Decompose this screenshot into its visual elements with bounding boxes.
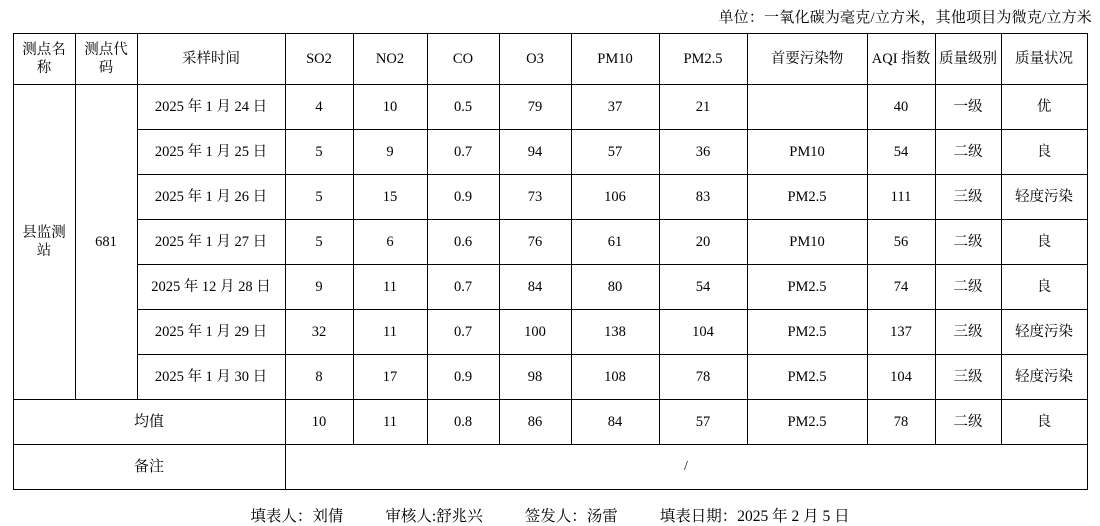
table-header-row bbox=[13, 34, 1087, 85]
cell-quality-status: 良 bbox=[1001, 265, 1087, 310]
cell-quality-status: 轻度污染 bbox=[1001, 355, 1087, 400]
footer-preparer: 填表人：刘倩 bbox=[250, 508, 344, 525]
cell-major-pollutant: PM2.5 bbox=[747, 355, 867, 400]
cell-co: 0.6 bbox=[427, 220, 499, 265]
cell-o3: 98 bbox=[499, 355, 571, 400]
cell-pm25: 36 bbox=[659, 130, 747, 175]
cell-quality-status: 良 bbox=[1001, 220, 1087, 265]
average-row bbox=[13, 400, 1087, 445]
cell-sampling-time: 2025 年 1 月 29 日 bbox=[137, 310, 285, 355]
table-row bbox=[13, 175, 1087, 220]
column-header-so2: SO2 bbox=[285, 34, 353, 85]
remark-value: / bbox=[285, 445, 1087, 490]
cell-pm10: 138 bbox=[571, 310, 659, 355]
cell-pm25: 78 bbox=[659, 355, 747, 400]
cell-station-code: 681 bbox=[75, 85, 137, 400]
cell-quality-level: 二级 bbox=[935, 130, 1001, 175]
air-quality-table bbox=[13, 33, 1088, 490]
average-so2: 10 bbox=[285, 400, 353, 445]
column-header-co: CO bbox=[427, 34, 499, 85]
cell-quality-level: 三级 bbox=[935, 310, 1001, 355]
cell-major-pollutant: PM2.5 bbox=[747, 175, 867, 220]
cell-quality-status: 轻度污染 bbox=[1001, 175, 1087, 220]
cell-pm10: 57 bbox=[571, 130, 659, 175]
table-row bbox=[13, 220, 1087, 265]
cell-no2: 11 bbox=[353, 310, 427, 355]
cell-pm25: 83 bbox=[659, 175, 747, 220]
cell-pm10: 80 bbox=[571, 265, 659, 310]
table-row bbox=[13, 130, 1087, 175]
average-label: 均值 bbox=[13, 400, 285, 445]
signature-footer bbox=[0, 490, 1100, 526]
cell-so2: 32 bbox=[285, 310, 353, 355]
cell-aqi: 74 bbox=[867, 265, 935, 310]
table-row bbox=[13, 310, 1087, 355]
cell-aqi: 40 bbox=[867, 85, 935, 130]
remark-label: 备注 bbox=[13, 445, 285, 490]
unit-note: 单位：一氧化碳为毫克/立方米，其他项目为微克/立方米 bbox=[718, 10, 1092, 26]
table-row bbox=[13, 265, 1087, 310]
column-header-pm10: PM10 bbox=[571, 34, 659, 85]
cell-quality-level: 二级 bbox=[935, 220, 1001, 265]
column-header-station-code: 测点代码 bbox=[75, 34, 137, 85]
cell-pm25: 20 bbox=[659, 220, 747, 265]
cell-station-name: 县监测站 bbox=[13, 85, 75, 400]
cell-major-pollutant: PM10 bbox=[747, 130, 867, 175]
average-pm10: 84 bbox=[571, 400, 659, 445]
cell-o3: 84 bbox=[499, 265, 571, 310]
cell-major-pollutant: PM10 bbox=[747, 220, 867, 265]
cell-quality-status: 优 bbox=[1001, 85, 1087, 130]
cell-co: 0.7 bbox=[427, 310, 499, 355]
cell-sampling-time: 2025 年 1 月 26 日 bbox=[137, 175, 285, 220]
footer-reviewer: 审核人:舒兆兴 bbox=[385, 508, 483, 525]
cell-o3: 94 bbox=[499, 130, 571, 175]
column-header-sampling-time: 采样时间 bbox=[137, 34, 285, 85]
average-major-pollutant: PM2.5 bbox=[747, 400, 867, 445]
cell-major-pollutant: PM2.5 bbox=[747, 265, 867, 310]
cell-co: 0.5 bbox=[427, 85, 499, 130]
cell-pm25: 54 bbox=[659, 265, 747, 310]
cell-aqi: 104 bbox=[867, 355, 935, 400]
footer-issuer: 签发人：汤雷 bbox=[524, 508, 618, 525]
column-header-no2: NO2 bbox=[353, 34, 427, 85]
average-o3: 86 bbox=[499, 400, 571, 445]
cell-pm10: 37 bbox=[571, 85, 659, 130]
cell-quality-status: 轻度污染 bbox=[1001, 310, 1087, 355]
cell-no2: 17 bbox=[353, 355, 427, 400]
cell-so2: 5 bbox=[285, 175, 353, 220]
cell-aqi: 111 bbox=[867, 175, 935, 220]
cell-no2: 9 bbox=[353, 130, 427, 175]
average-no2: 11 bbox=[353, 400, 427, 445]
cell-pm25: 21 bbox=[659, 85, 747, 130]
cell-co: 0.9 bbox=[427, 175, 499, 220]
cell-aqi: 137 bbox=[867, 310, 935, 355]
cell-so2: 5 bbox=[285, 220, 353, 265]
cell-aqi: 56 bbox=[867, 220, 935, 265]
cell-no2: 15 bbox=[353, 175, 427, 220]
column-header-o3: O3 bbox=[499, 34, 571, 85]
table-row bbox=[13, 85, 1087, 130]
column-header-station-name: 测点名称 bbox=[13, 34, 75, 85]
cell-sampling-time: 2025 年 1 月 30 日 bbox=[137, 355, 285, 400]
cell-o3: 100 bbox=[499, 310, 571, 355]
cell-quality-status: 良 bbox=[1001, 130, 1087, 175]
cell-sampling-time: 2025 年 1 月 27 日 bbox=[137, 220, 285, 265]
cell-pm10: 106 bbox=[571, 175, 659, 220]
cell-o3: 79 bbox=[499, 85, 571, 130]
average-co: 0.8 bbox=[427, 400, 499, 445]
cell-so2: 9 bbox=[285, 265, 353, 310]
cell-so2: 8 bbox=[285, 355, 353, 400]
cell-so2: 5 bbox=[285, 130, 353, 175]
cell-aqi: 54 bbox=[867, 130, 935, 175]
cell-quality-level: 三级 bbox=[935, 175, 1001, 220]
cell-co: 0.7 bbox=[427, 130, 499, 175]
cell-major-pollutant: PM2.5 bbox=[747, 310, 867, 355]
cell-pm10: 61 bbox=[571, 220, 659, 265]
cell-sampling-time: 2025 年 1 月 24 日 bbox=[137, 85, 285, 130]
column-header-pm25: PM2.5 bbox=[659, 34, 747, 85]
remark-row bbox=[13, 445, 1087, 490]
cell-o3: 73 bbox=[499, 175, 571, 220]
cell-o3: 76 bbox=[499, 220, 571, 265]
column-header-quality-status: 质量状况 bbox=[1001, 34, 1087, 85]
average-pm25: 57 bbox=[659, 400, 747, 445]
cell-co: 0.9 bbox=[427, 355, 499, 400]
cell-no2: 10 bbox=[353, 85, 427, 130]
cell-pm10: 108 bbox=[571, 355, 659, 400]
cell-major-pollutant bbox=[747, 85, 867, 130]
cell-pm25: 104 bbox=[659, 310, 747, 355]
cell-quality-level: 一级 bbox=[935, 85, 1001, 130]
cell-no2: 6 bbox=[353, 220, 427, 265]
average-quality-status: 良 bbox=[1001, 400, 1087, 445]
cell-sampling-time: 2025 年 1 月 25 日 bbox=[137, 130, 285, 175]
cell-co: 0.7 bbox=[427, 265, 499, 310]
cell-quality-level: 二级 bbox=[935, 265, 1001, 310]
footer-date: 填表日期：2025 年 2 月 5 日 bbox=[659, 508, 850, 525]
column-header-major-pollutant: 首要污染物 bbox=[747, 34, 867, 85]
average-aqi: 78 bbox=[867, 400, 935, 445]
cell-quality-level: 三级 bbox=[935, 355, 1001, 400]
column-header-quality-level: 质量级别 bbox=[935, 34, 1001, 85]
column-header-aqi: AQI 指数 bbox=[867, 34, 935, 85]
table-row bbox=[13, 355, 1087, 400]
cell-no2: 11 bbox=[353, 265, 427, 310]
cell-so2: 4 bbox=[285, 85, 353, 130]
average-quality-level: 二级 bbox=[935, 400, 1001, 445]
cell-sampling-time: 2025 年 12 月 28 日 bbox=[137, 265, 285, 310]
